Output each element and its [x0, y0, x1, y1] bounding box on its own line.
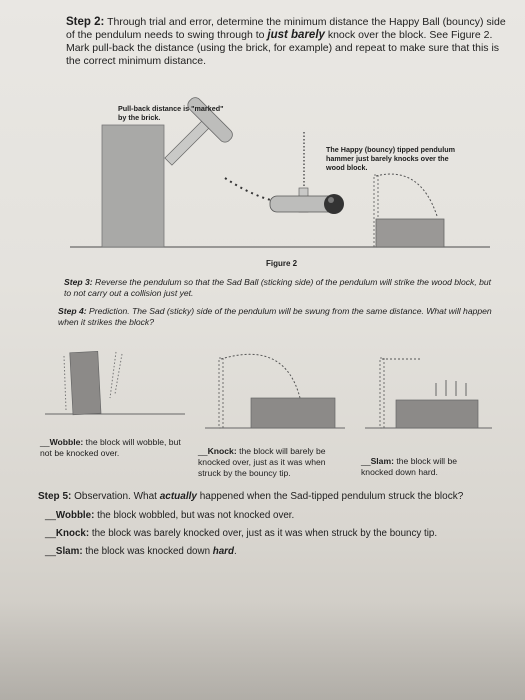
figure2-caption: Figure 2: [266, 259, 298, 268]
step3-heading: Step 3:: [64, 277, 93, 287]
observation-blank[interactable]: __: [45, 510, 56, 521]
step2-text: Through trial and error, determine the minimum distance the Happy Ball (bouncy) side of the pendulum needs to swing through to: [66, 16, 506, 41]
step4-text: Prediction. The Sad (sticky) side of the pendulum will be swung from the same distance. What will happen when it strikes the block?: [58, 306, 492, 327]
step5-text-end: happened when the Sad-tipped pendulum struck the block?: [196, 491, 464, 502]
obs-wobble-title: Wobble:: [55, 510, 95, 521]
pullback-label: Pull-back distance is "marked" by the brick.: [118, 104, 224, 122]
obs-slam-end: .: [233, 546, 237, 557]
step5-emphasis: actually: [159, 491, 197, 502]
happy-ball: [324, 194, 344, 214]
observation-blank[interactable]: __: [45, 528, 56, 539]
prediction-blank[interactable]: __: [40, 437, 50, 447]
prediction-wobble: [40, 437, 190, 459]
obs-knock-title: Knock:: [55, 528, 90, 539]
prediction-blank[interactable]: __: [361, 456, 371, 466]
wobble-title: Wobble:: [49, 437, 84, 447]
step4-paragraph: [58, 306, 498, 328]
prediction-knock: [198, 446, 348, 479]
slam-block: [396, 400, 478, 428]
slam-title: Slam:: [370, 456, 394, 466]
wobble-text: the block will wobble, but not be knocked over.: [40, 437, 181, 458]
step3-paragraph: [64, 277, 494, 299]
knock-text: the block will barely be knocked over, just as it was when struck by the bouncy tip.: [198, 446, 326, 478]
observation-slam: [45, 545, 515, 558]
obs-wobble-text: the block wobbled, but was not knocked over.: [94, 510, 295, 521]
happy-pendulum-label: The Happy (bouncy) tipped pendulum hammer just barely knocks over the wood block.: [326, 145, 455, 172]
obs-slam-title: Slam:: [55, 546, 83, 557]
prediction-blank[interactable]: __: [198, 446, 208, 456]
prediction-slam: [361, 456, 491, 478]
brick: [102, 125, 164, 247]
step2-emphasis: just barely: [267, 29, 325, 41]
step5-heading: Step 5:: [38, 491, 72, 502]
step5-paragraph: [38, 490, 513, 503]
obs-slam-emphasis: hard: [212, 546, 234, 557]
wood-block-fallen: [376, 219, 444, 247]
knock-title: Knock:: [207, 446, 237, 456]
knock-block: [251, 398, 335, 428]
wobble-block: [70, 351, 101, 414]
obs-slam-text: the block was knocked down: [82, 546, 213, 557]
step5-text: Observation. What: [71, 491, 160, 502]
slam-text: the block will be knocked down hard.: [361, 456, 458, 477]
step2-text-end: knock over the block. See Figure 2. Mark pull-back the distance (using the brick, for example) and repeat to make sure that this is the correct minimum distance.: [66, 29, 500, 67]
observation-wobble: [45, 509, 515, 522]
step2-heading: Step 2:: [66, 16, 105, 28]
observation-knock: [45, 527, 515, 540]
obs-knock-text: the block was barely knocked over, just as it was when struck by the bouncy tip.: [89, 528, 438, 539]
step3-text: Reverse the pendulum so that the Sad Ball (sticking side) of the pendulum will strike the wood block, but to not carry out a collision just yet.: [64, 277, 492, 298]
step4-heading: Step 4:: [58, 306, 87, 316]
observation-blank[interactable]: __: [45, 546, 56, 557]
